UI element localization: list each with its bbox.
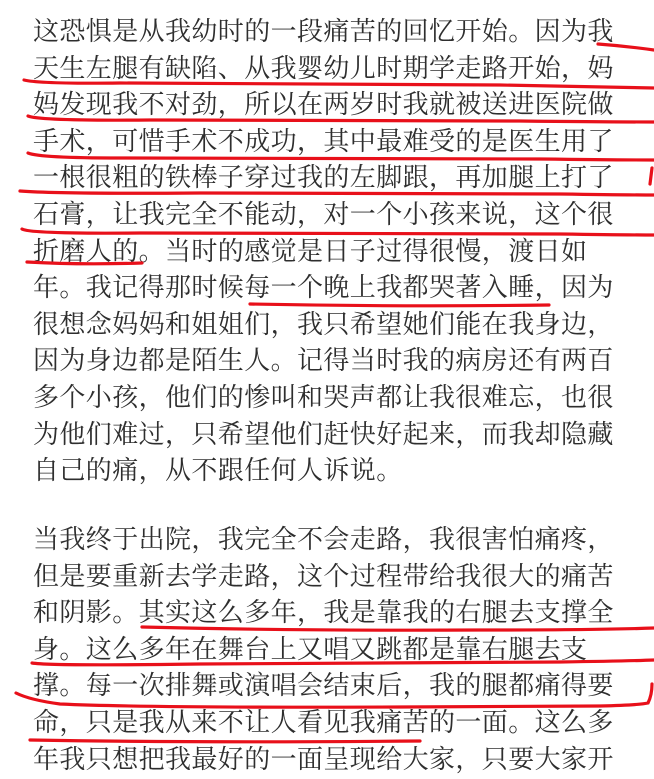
text-line: 一根很粗的铁棒子穿过我的左脚跟，再加腿上打了: [33, 163, 614, 194]
text-line: 年。我记得那时候每一个晚上我都哭著入睡，因为: [33, 273, 614, 304]
text-line: 很想念妈妈和姐姐们，我只希望她们能在我身边，: [33, 309, 614, 340]
text-line: 为他们难过，只希望他们赶快好起来，而我却隐藏: [33, 419, 614, 450]
text-line: 身。这么多年在舞台上又唱又跳都是靠右腿去支: [33, 634, 588, 665]
paragraph-2: [33, 522, 614, 778]
text-line: 这恐惧是从我幼时的一段痛苦的回忆开始。因为我: [33, 17, 614, 47]
text-line: 因为身边都是陌生人。记得当时我的病房还有两百: [33, 346, 614, 377]
text-line: 多个小孩，他们的惨叫和哭声都让我很难忘，也很: [33, 382, 614, 413]
text-line: 但是要重新去学走路，这个过程带给我很大的痛苦: [33, 561, 614, 592]
text-line: 石膏，让我完全不能动，对一个小孩来说，这个很: [33, 199, 614, 230]
text-line: 命，只是我从来不让人看见我痛苦的一面。这么多: [33, 707, 614, 738]
text-line: 和阴影。其实这么多年，我是靠我的右腿去支撑全: [33, 598, 614, 629]
text-line: 当我终于出院，我完全不会走路，我很害怕痛疼，: [33, 525, 614, 555]
text-line: 年我只想把我最好的一面呈现给大家，只要大家开: [33, 744, 614, 775]
text-line: 撑。每一次排舞或演唱会结束后，我的腿都痛得要: [33, 671, 614, 702]
text-line: 妈发现我不对劲，所以在两岁时我就被送进医院做: [33, 90, 614, 121]
red-underline: [650, 168, 652, 184]
text-line: 折磨人的。当时的感觉是日子过得很慢，渡日如: [33, 236, 588, 267]
text-line: 天生左腿有缺陷、从我婴幼儿时期学走路开始，妈: [33, 53, 614, 84]
text-line: 手术，可惜手术不成功，其中最难受的是医生用了: [33, 126, 614, 157]
paragraph-1: [33, 14, 614, 490]
text-line: 自己的痛，从不跟任何人诉说。: [33, 456, 403, 487]
